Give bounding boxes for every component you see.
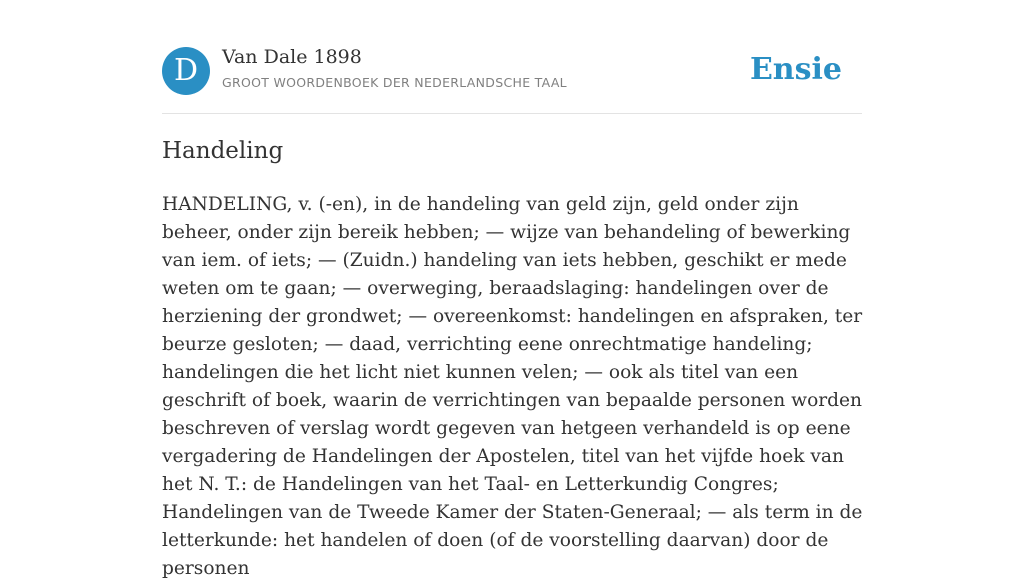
dictionary-subtitle: GROOT WOORDENBOEK DER NEDERLANDSCHE TAAL [222, 75, 567, 90]
header [162, 46, 862, 96]
dictionary-avatar[interactable]: D [162, 47, 210, 95]
entry-heading: Handeling [162, 138, 284, 164]
entry-definition: HANDELING, v. (-en), in de handeling van geld zijn, geld onder zijn beheer, onder zijn bereik hebben; — wijze van behandeling of bewerking van iem. of iets; — (Zuidn.) handeling van iets hebben, geschikt er mede weten om te gaan; — overweging, beraadslaging: handelingen over de herziening der grondwet; — overeenkomst: handelingen en afspraken, ter beurze gesloten; — daad, verrichting eene onrechtmatige handeling; handelingen die het licht niet kunnen velen; — ook als titel van een geschrift of boek, waarin de verrichtingen van bepaalde personen worden beschreven of verslag wordt gegeven van hetgeen verhandeld is op eene vergadering de Handelingen der Apostelen, titel van het vijfde hoek van het N. T.: de Handelingen van het Taal- en Letterkundig Congres; Handelingen van de Tweede Kamer der Staten-Generaal; — als term in de letterkunde: het handelen of doen (of de voorstelling daarvan) door de personen [162, 194, 863, 579]
ensie-logo[interactable]: Ensie [749, 52, 842, 87]
header-divider [162, 113, 862, 114]
dictionary-title[interactable]: Van Dale 1898 [222, 46, 362, 68]
